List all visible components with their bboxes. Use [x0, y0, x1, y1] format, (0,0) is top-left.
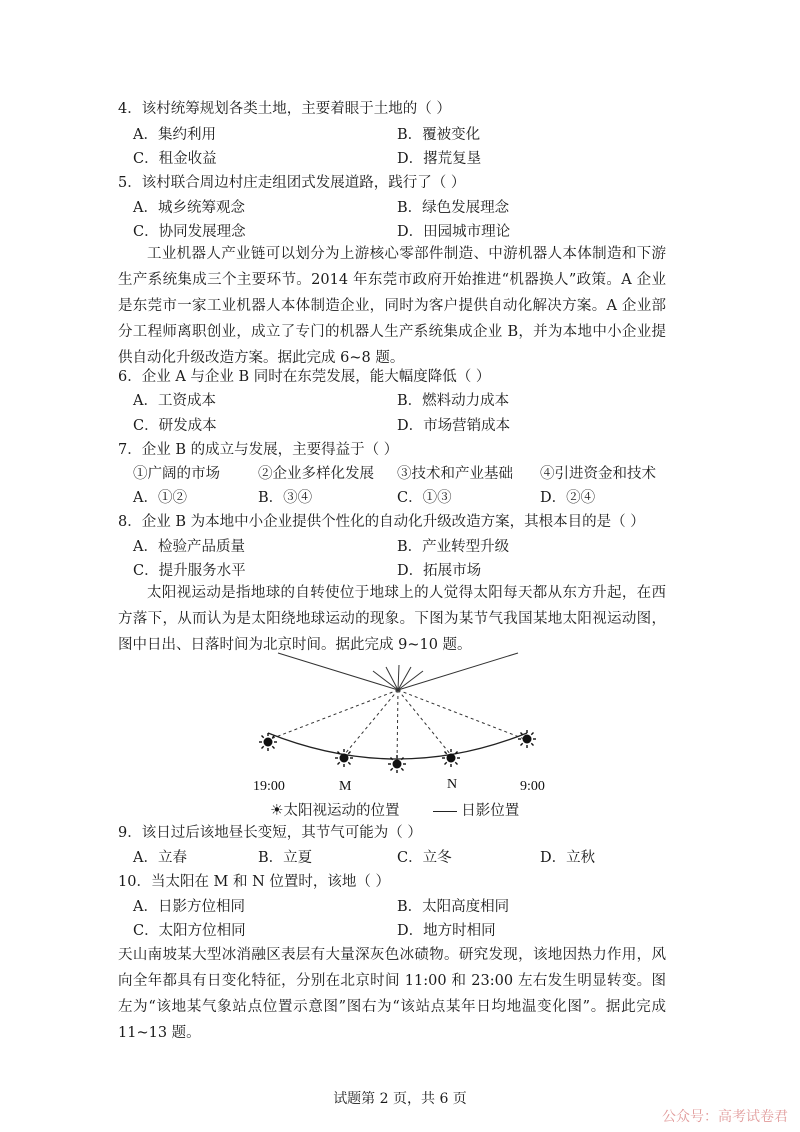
- q6-stem: 6．企业 A 与企业 B 同时在东莞发展，能大幅度降低（ ）: [118, 369, 491, 385]
- q7-item-1: ①广阔的市场: [133, 466, 220, 482]
- q7-option-a: A．①②: [133, 490, 187, 506]
- q9-option-a: A．立春: [133, 850, 187, 866]
- q9-option-b: B．立夏: [258, 850, 313, 866]
- sun-icon: [518, 730, 536, 748]
- legend-shadow-label: 日影位置: [461, 803, 520, 819]
- q10-option-d: D．地方时相同: [397, 923, 496, 939]
- watermark: 公众号：高考试卷君: [662, 1109, 788, 1125]
- passage-sun-motion: 太阳视运动是指地球的自转使位于地球上的人觉得太阳每天都从东方升起，在西方落下，从而认为是太阳绕地球运动的现象。下图为某节气我国某地太阳视运动图，图中日出、日落时间为北京时间。据此完成 9~10 题。: [118, 585, 666, 653]
- q4-stem: 4．该村统筹规划各类土地，主要着眼于土地的（ ）: [118, 101, 451, 117]
- q10-stem: 10．当太阳在 M 和 N 位置时，该地（ ）: [118, 874, 391, 890]
- sun-motion-figure: [0, 645, 800, 815]
- q8-option-c: C．提升服务水平: [133, 563, 246, 579]
- q7-item-3: ③技术和产业基础: [397, 466, 513, 482]
- q9-stem: 9．该日过后该地昼长变短，其节气可能为（ ）: [118, 825, 422, 841]
- q6-option-b: B．燃料动力成本: [397, 393, 510, 409]
- legend-shadow-line: [433, 811, 457, 812]
- q7-stem: 7．企业 B 的成立与发展，主要得益于（ ）: [118, 442, 399, 458]
- sun-icon: [335, 749, 353, 767]
- q7-option-c: C．①③: [397, 490, 452, 506]
- q7-item-2: ②企业多样化发展: [258, 466, 374, 482]
- q9-option-d: D．立秋: [540, 850, 596, 866]
- q4-option-d: D．撂荒复垦: [397, 151, 482, 167]
- legend-sun-label: 太阳视运动的位置: [283, 803, 400, 819]
- label-m: M: [339, 779, 352, 794]
- q10-option-b: B．太阳高度相同: [397, 899, 510, 915]
- label-sunset-time: 19:00: [253, 779, 285, 794]
- q6-option-a: A．工资成本: [133, 393, 216, 409]
- page-footer: 试题第 2 页，共 6 页: [333, 1091, 467, 1107]
- q10-option-a: A．日影方位相同: [133, 899, 245, 915]
- label-n: N: [447, 777, 458, 792]
- sun-rays: [268, 690, 527, 763]
- shadow-lines: [278, 653, 518, 690]
- passage-glacier: 天山南坡某大型冰消融区表层有大量深灰色冰碛物。研究发现，该地因热力作用，风向全年都具有日变化特征，分别在北京时间 11:00 和 23:00 左右发生明显转变。图左为“该地某气象站点位置示意图”图右为“该站点某年日均地温变化图”。据此完成 11~13 题。: [118, 947, 666, 1041]
- label-sunrise-time: 9:00: [520, 779, 545, 794]
- q4-option-c: C．租金收益: [133, 151, 217, 167]
- q5-option-a: A．城乡统筹观念: [133, 200, 245, 216]
- q6-option-d: D．市场营销成本: [397, 418, 511, 434]
- q8-option-b: B．产业转型升级: [397, 539, 510, 555]
- sun-icon: [388, 755, 406, 773]
- q7-item-4: ④引进资金和技术: [540, 466, 656, 482]
- passage-robot-industry: 工业机器人产业链可以划分为上游核心零部件制造、中游机器人本体制造和下游生产系统集成三个主要环节。2014 年东莞市政府开始推进“机器换人”政策。A 企业是东莞市一家工业机器人本体制造企业，同时为客户提供自动化解决方案。A 企业部分工程师离职创业，成立了专门的机器人生产系统集成企业 B，并为本地中小企业提供自动化升级改造方案。据此完成 6~8 题。: [118, 246, 666, 366]
- q7-option-d: D．②④: [540, 490, 596, 506]
- q5-option-b: B．绿色发展理念: [397, 200, 510, 216]
- q4-option-a: A．集约利用: [133, 127, 216, 143]
- q8-stem: 8．企业 B 为本地中小企业提供个性化的自动化升级改造方案，其根本目的是（ ）: [118, 514, 645, 530]
- sun-icon: [442, 749, 460, 767]
- figure-legend: [270, 800, 519, 821]
- q5-option-c: C．协同发展理念: [133, 224, 246, 240]
- legend-sun-icon: ☀: [270, 801, 284, 819]
- q5-stem: 5．该村联合周边村庄走组团式发展道路，践行了（ ）: [118, 175, 466, 191]
- q10-option-c: C．太阳方位相同: [133, 923, 246, 939]
- q7-option-b: B．③④: [258, 490, 313, 506]
- q8-option-d: D．拓展市场: [397, 563, 482, 579]
- q9-option-c: C．立冬: [397, 850, 452, 866]
- q5-option-d: D．田园城市理论: [397, 224, 511, 240]
- sun-icon: [259, 733, 277, 751]
- q8-option-a: A．检验产品质量: [133, 539, 245, 555]
- q4-option-b: B．覆被变化: [397, 127, 481, 143]
- q6-option-c: C．研发成本: [133, 418, 217, 434]
